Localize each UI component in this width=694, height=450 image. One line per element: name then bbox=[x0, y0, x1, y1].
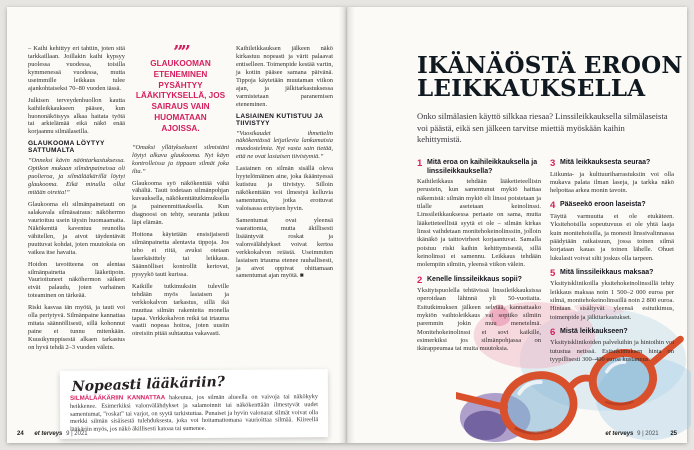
right-page bbox=[347, 7, 687, 443]
question-row bbox=[550, 201, 674, 211]
question: Kenelle linssileikkaus sopii? bbox=[427, 275, 522, 283]
text-column-3 bbox=[236, 45, 333, 284]
magazine-brand: et terveys bbox=[34, 431, 63, 437]
qa-item bbox=[550, 328, 674, 364]
body-paragraph: Lasiainen on silmän sisällä oleva hyytelömäinen aine, joka ikääntyessä kutistuu ja tiivistyy. Silloin näkökenttään voi ilmestyä kelluvia samentumia, jotka erottuvat valoisassa erityisen hyvin. bbox=[236, 165, 333, 212]
question-row bbox=[550, 269, 674, 279]
question-number: 2 bbox=[417, 274, 423, 286]
article-title-line1: IKÄNÄÖSTÄ EROON bbox=[417, 52, 683, 79]
info-box-text: hakeutua, jos silmän alueella on vaivoja tai näkökyky heikkenee. Esimerkiksi valonvälähdykset ja salamoinnit tai näkökenttään ilmestyvät uudet samentumat, ”roskat” tai varjot, on syytä tarkistuttaa. Punaiset ja hyvin valonarat silmät voivat olla merkki silmän sisäisestä tulehduksesta, joka voi hoitamattomana vaurioittaa silmää. Kiireellä lääkäriin myös, jos näkö äkillisesti katoaa tai sumenee. bbox=[69, 393, 319, 434]
question-row bbox=[417, 159, 541, 176]
page-number: 25 bbox=[670, 431, 677, 437]
info-box-body bbox=[70, 393, 318, 434]
answer: Yksityisklinikoilla yksitehokeinolinssillä tehty leikkaus maksaa noin 1 500–2 000 euroa per silmä, monitehokeinolinssillä noin 2 800 euroa. Hintaan sisältyvät yleensä esitutkimus, toimenpide ja jälkitarkastukset. bbox=[550, 280, 674, 321]
qa-column-left bbox=[417, 159, 541, 360]
pull-quote bbox=[132, 42, 229, 139]
section-heading-glaukooma: GLAUKOOMA LÖYTYY SATTUMALTA bbox=[28, 140, 105, 155]
body-paragraph: Hoidon tavoitteena on alentaa silmänpainetta lääketipoin. Vaurioituneet näköhermon säikeet eivät palaudu, joten varhainen toteaminen on tärkeää. bbox=[28, 260, 125, 300]
answer: Liikunta- ja kulttuuriharrastuksiin voi olla mukava palata ilman laseja, ja tarkka näkö helpottaa arkea monin tavoin. bbox=[550, 170, 674, 195]
article-title-line2: LEIKKAUKSELLA bbox=[417, 75, 646, 103]
body-paragraph: Kaihileikkauksen jälkeen näkö kirkastuu nopeasti ja värit palaavat entiselleen. Toimenpide kestää vartin, ja kotiin pääsee samana päivänä. Tippoja käytetään muutaman viikon ajan, ja jälkitarkastuksessa varmistetaan paranemisen eteneminen. bbox=[236, 45, 333, 108]
reader-quote: ”Omaksi yllätyksekseni silmistäni löytyi alkava glaukooma. Nyt käyn kontrolleissa ja tippaan silmät joka ilta.” bbox=[132, 143, 229, 175]
info-box-lead: SILMÄLÄÄKÄRIIN KANNATTAA bbox=[69, 394, 166, 402]
magazine-brand: et terveys bbox=[605, 431, 634, 437]
question: Mitä eroa on kaihileikkauksella ja linssileikkauksella? bbox=[427, 159, 538, 175]
text-column-1 bbox=[28, 45, 125, 356]
body-paragraph: Samentumat ovat yleensä vaarattomia, mutta äkillisesti lisääntyvät roskat ja valonvälähdykset voivat kertoa verkkokalvon reiästä. Useimmiten lasiaisen irtauma etenee rauhallisesti, ja aivot oppivat ohittamaan samentumat ajan myötä. ■ bbox=[236, 216, 333, 280]
page-number: 24 bbox=[17, 431, 24, 437]
qa-item bbox=[550, 159, 674, 195]
qa-column-right bbox=[550, 159, 674, 370]
question: Mitä linssileikkaus maksaa? bbox=[560, 268, 654, 276]
qa-item bbox=[417, 276, 541, 354]
body-paragraph: Riski kasvaa iän myötä, ja tauti voi olla periytyvä. Silmänpaine kannattaa mitata säännöllisesti, sillä kohonnut paine ei tunnu mitenkään. Kuusikymppisestä alkaen tarkastus on hyvä tehdä 2–3 vuoden välein. bbox=[28, 304, 125, 351]
article-intro: Onko silmälasien käyttö silkkaa riesaa? Linssileikkauksella silmälaseista voi päästä, eikä sen jälkeen tarvitse miettiä myöskään kaihin kehittymistä. bbox=[417, 111, 668, 145]
qa-item bbox=[550, 269, 674, 322]
issue-label: 9 | 2021 bbox=[66, 431, 88, 437]
info-box-title: Nopeasti lääkäriin? bbox=[71, 374, 226, 396]
reader-quote: ”Vuosikaudet ihmettelin näkökentässä leijailevia lankamaisia muodostelmia. Nyt vasta sain tietää, että ne ovat lasiaisen tiivistymiä.” bbox=[236, 129, 333, 161]
answer: Yksityisklinikoiden palveluihin ja hintoihin voi tutustua netissä. Esitutkimuksen hinta on tyypillisesti 300–400 euroa kustannus. bbox=[550, 339, 674, 363]
question: Mitä leikkauksesta seuraa? bbox=[560, 159, 651, 166]
article-title bbox=[417, 54, 683, 101]
question-row bbox=[550, 159, 674, 169]
pull-quote-text: GLAUKOOMAN ETENEMINEN PYSÄHTYY LÄÄKITYKSELLÄ, JOS SAIRAUS VAIN HUOMATAAN AJOISSA. bbox=[135, 59, 226, 133]
question-number: 3 bbox=[550, 158, 556, 169]
question-row bbox=[550, 328, 674, 338]
answer: Yksityispuolella tehtävissä linssileikkauksissa operoidaan lähinnä yli 50-vuotiaita. Esitutkimuksen jälkeen selviää, kannattaako mykiön vaihtoleikkaus vai sopiiko silmiin paremmin jokin muu menetelmä. Monitehokeinolinssi ei sovi kaikille, esimerkiksi jos silmänpohjassa on ikärappeumaa tai muita muutoksia. bbox=[417, 287, 541, 353]
issue-label: 9 | 2021 bbox=[637, 431, 659, 437]
info-box bbox=[60, 369, 328, 439]
question-number: 6 bbox=[550, 326, 556, 338]
qa-item bbox=[550, 201, 674, 262]
quotation-marks-icon: ”” bbox=[173, 42, 188, 63]
question: Pääseekö eroon laseista? bbox=[560, 201, 646, 209]
body-paragraph: Hoitona käytetään ensisijaisesti silmänpainetta alentavia tippoja. Jos teho ei riitä, avuksi otetaan laserkäsittely tai leikkaus. Säännölliset kontrollit kertovat, pysyykö tauti kurissa. bbox=[132, 231, 229, 278]
qa-item bbox=[417, 159, 541, 270]
page-footer-left bbox=[17, 431, 88, 437]
body-paragraph: – Kaihi kehittyy eri tahtiin, joten sitä tarkkaillaan. Joillakin kaihi kypsyy puolessa vuodessa, toisilla kymmenessä vuodessa, mutta useimmille leikkaus tulee ajankohtaiseksi 70–80 vuoden iässä. bbox=[28, 45, 125, 92]
reader-quote: ”Onneksi kävin näöntarkastuksessa. Optikon mukaan silmänpaineissa oli puolieroa, ja silmälääkärillä löytyi glaukooma. Eikä minulla ollut mitään oireita!” bbox=[28, 157, 125, 197]
body-paragraph: Kaikille tutkimuksiin tuleville tehdään myös lasiaisen ja verkkokalvon tarkastus, sillä ikä muuttaa silmän rakenteita monella tapaa. Verkkokalvon reikä tai irtauma vaatii nopeaa hoitoa, joten uusiin oireisiin pitää suhtautua vakavasti. bbox=[132, 282, 229, 338]
question: Mistä leikkaukseen? bbox=[560, 327, 628, 335]
body-paragraph: Julkisen terveydenhuollon kautta kaihileikkaukseen pääsee, kun huononäköisyys alkaa haitata työtä tai arkielämää eikä näkö enää korjaannu silmälaseilla. bbox=[28, 96, 125, 136]
text-column-2 bbox=[132, 42, 229, 342]
question-number: 4 bbox=[550, 200, 556, 212]
question-number: 5 bbox=[550, 267, 556, 279]
question-number: 1 bbox=[417, 158, 423, 169]
answer: Kaihileikkaus tehdään lääketieteellisin perustein, kun samentunut mykiö haittaa näkemistä: silmän mykiö eli linssi poistetaan ja tilalle asetetaan keinolinssi. Linssileikkauksessa periaate on sama, mutta lääketieteellistä syytä ei ole – silmän kirkas linssi vaihdetaan monitehokeinolinssiin, jolloin ikänäkö ja taittovirheet korjaantuvat. Samalla poistuu riski kaihin kehittymisestä, sillä keinolinssi ei samennu. Leikkaus tehdään molempiin silmiin, yleensä viikon välein. bbox=[417, 178, 541, 269]
answer: Täyttä varmuutta ei ole etukäteen. Yksitehoisilla sopeutuvuus ei ole yhtä laaja kuin monitehoisilla, ja monesti linssivalinnassa päädytään ratkaisuun, jossa toinen silmä korjataan kauas ja toinen lähelle. Ohuet lukulasit voivat silti joskus olla tarpeen. bbox=[550, 212, 674, 262]
section-heading-lasiainen: LASIAINEN KUTISTUU JA TIIVISTYY bbox=[236, 112, 324, 127]
left-page bbox=[7, 7, 347, 443]
body-paragraph: Glaukooma syö näkökenttää vähä vähältä. Tauti todetaan silmänpohjan kuvauksella, näkökenttätutkimuksella ja paineenmittauksella. Kun diagnoosi on tehty, seuranta jatkuu läpi elämän. bbox=[132, 179, 229, 227]
question-row bbox=[417, 276, 541, 286]
body-paragraph: Glaukooma eli silmänpainetauti on salakavala silmäsairaus: näköhermo vaurioituu usein täysin huomaamatta. Näkökenttä kaventuu reunoilta vähitellen, ja aivot täydentävät puuttuvat kohdat, joten muutoksia on vaikea itse havaita. bbox=[28, 201, 125, 256]
page-footer-right bbox=[605, 431, 677, 437]
